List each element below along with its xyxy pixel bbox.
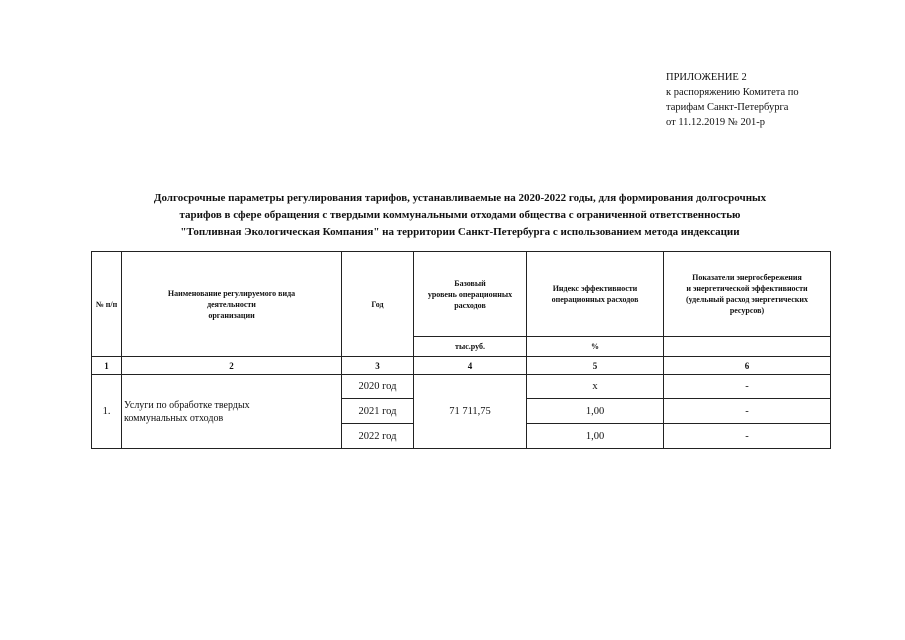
column-numbers-row: [92, 357, 831, 375]
header-row: [92, 252, 831, 337]
table-row: [92, 375, 831, 399]
unit-index: %: [527, 337, 664, 357]
appendix-date: от 11.12.2019 № 201-р: [666, 117, 765, 128]
appendix-line: к распоряжению Комитета по: [666, 87, 799, 98]
unit-base: тыс.руб.: [414, 337, 527, 357]
energy-cell: -: [664, 375, 831, 399]
activity-name: Услуги по обработке твердых коммунальных отходов: [122, 375, 342, 449]
col-number: 2: [122, 357, 342, 375]
header-activity: Наименование регулируемого вида деятельности организации: [122, 252, 342, 357]
energy-cell: -: [664, 399, 831, 424]
title-line: Долгосрочные параметры регулирования тарифов, устанавливаемые на 2020-2022 годы, для формирования долгосрочных: [153, 192, 767, 204]
appendix-line: тарифам Санкт-Петербурга: [666, 102, 789, 113]
appendix-title: ПРИЛОЖЕНИЕ 2: [666, 72, 747, 83]
appendix-header: [666, 70, 799, 130]
unit-energy: [664, 337, 831, 357]
energy-cell: -: [664, 424, 831, 449]
title-line: тарифов в сфере обращения с твердыми коммунальными отходами общества с ограниченной ответственностью: [179, 209, 741, 221]
col-number: 4: [414, 357, 527, 375]
tariff-table: [91, 251, 831, 449]
col-number: 6: [664, 357, 831, 375]
header-base: Базовый уровень операционных расходов: [414, 252, 527, 337]
document-title: [90, 190, 830, 241]
header-num: № п/п: [92, 252, 122, 357]
index-cell: х: [527, 375, 664, 399]
year-cell: 2021 год: [342, 399, 414, 424]
col-number: 5: [527, 357, 664, 375]
header-year: Год: [342, 252, 414, 357]
header-index: Индекс эффективности операционных расходов: [527, 252, 664, 337]
year-cell: 2020 год: [342, 375, 414, 399]
title-line: "Топливная Экологическая Компания" на территории Санкт-Петербурга с использованием метода индексации: [180, 226, 740, 238]
col-number: 1: [92, 357, 122, 375]
index-cell: 1,00: [527, 424, 664, 449]
row-number: 1.: [92, 375, 122, 449]
year-cell: 2022 год: [342, 424, 414, 449]
header-energy: Показатели энергосбережения и энергетической эффективности (удельный расход энергетических ресурсов): [664, 252, 831, 337]
base-value: 71 711,75: [414, 375, 527, 449]
col-number: 3: [342, 357, 414, 375]
index-cell: 1,00: [527, 399, 664, 424]
